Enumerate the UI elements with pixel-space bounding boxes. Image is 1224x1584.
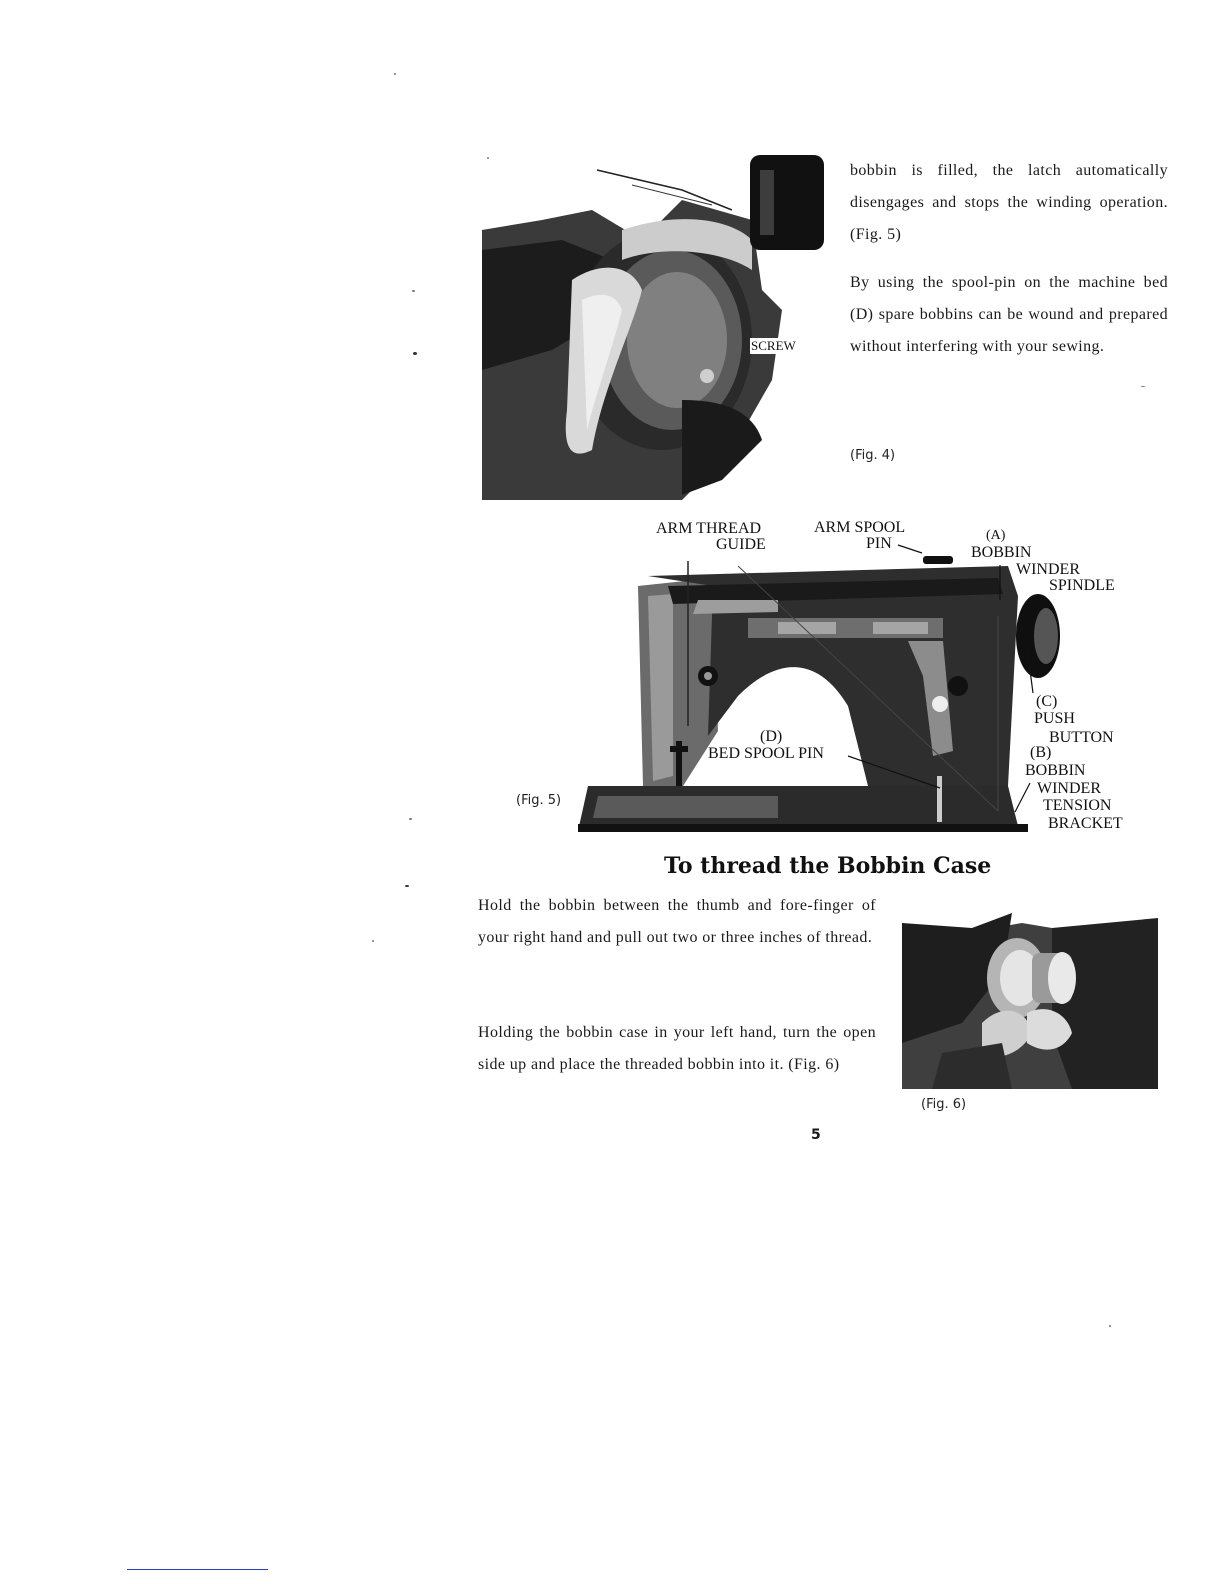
label-spindle: SPINDLE [1049,577,1115,594]
paragraph-hold-bobbin: Hold the bobbin between the thumb and fore-finger of your right hand and pull out two or three inches of thread. [478,897,876,946]
scan-speck [487,157,489,159]
section-heading: To thread the Bobbin Case [664,853,992,879]
label-winder-b: WINDER [1037,780,1101,797]
label-a: (A) [986,528,1006,543]
fig6-photo [902,903,1158,1089]
label-tension: TENSION [1043,797,1112,814]
scan-speck [372,940,374,942]
label-push: PUSH [1034,710,1075,727]
paragraph-latch: bobbin is filled, the latch automatically disengages and stops the winding operation. (Fig. 5) [850,162,1168,243]
scan-speck [1141,386,1145,387]
scan-speck [1109,1325,1111,1327]
label-bracket: BRACKET [1048,815,1123,832]
label-winder-a: WINDER [1016,561,1080,578]
label-d: (D) [760,728,783,745]
label-bobbin-a: BOBBIN [971,544,1032,561]
label-b: (B) [1030,744,1052,761]
fig6-caption: (Fig. 6) [921,1097,967,1112]
label-arm-thread-guide-2: GUIDE [716,536,766,553]
label-arm-thread-guide: ARM THREAD [656,520,762,537]
footer-rule [127,1569,268,1570]
scan-speck [409,818,412,820]
scan-speck [412,290,415,292]
scan-speck [413,352,417,355]
paragraph-bobbin-case: Holding the bobbin case in your left hand, turn the open side up and place the threaded bobbin into it. (Fig. 6) [478,1024,876,1073]
label-c: (C) [1036,693,1058,710]
paragraph-spool-pin: By using the spool-pin on the machine bed (D) spare bobbins can be wound and prepared without interfering with your sewing. [850,274,1168,355]
label-bed-spool-pin: BED SPOOL PIN [708,745,824,762]
label-button: BUTTON [1049,729,1114,746]
label-arm-spool-pin-2: PIN [866,535,892,552]
fig5-caption: (Fig. 5) [516,793,562,808]
label-bobbin-b: BOBBIN [1025,762,1086,779]
scan-speck [394,73,396,75]
label-arm-spool-pin: ARM SPOOL [814,519,906,536]
fig4-screw-label: SCREW [751,338,796,353]
page-number: 5 [811,1127,821,1143]
fig4-caption: (Fig. 4) [850,448,896,463]
scan-speck [405,885,409,887]
